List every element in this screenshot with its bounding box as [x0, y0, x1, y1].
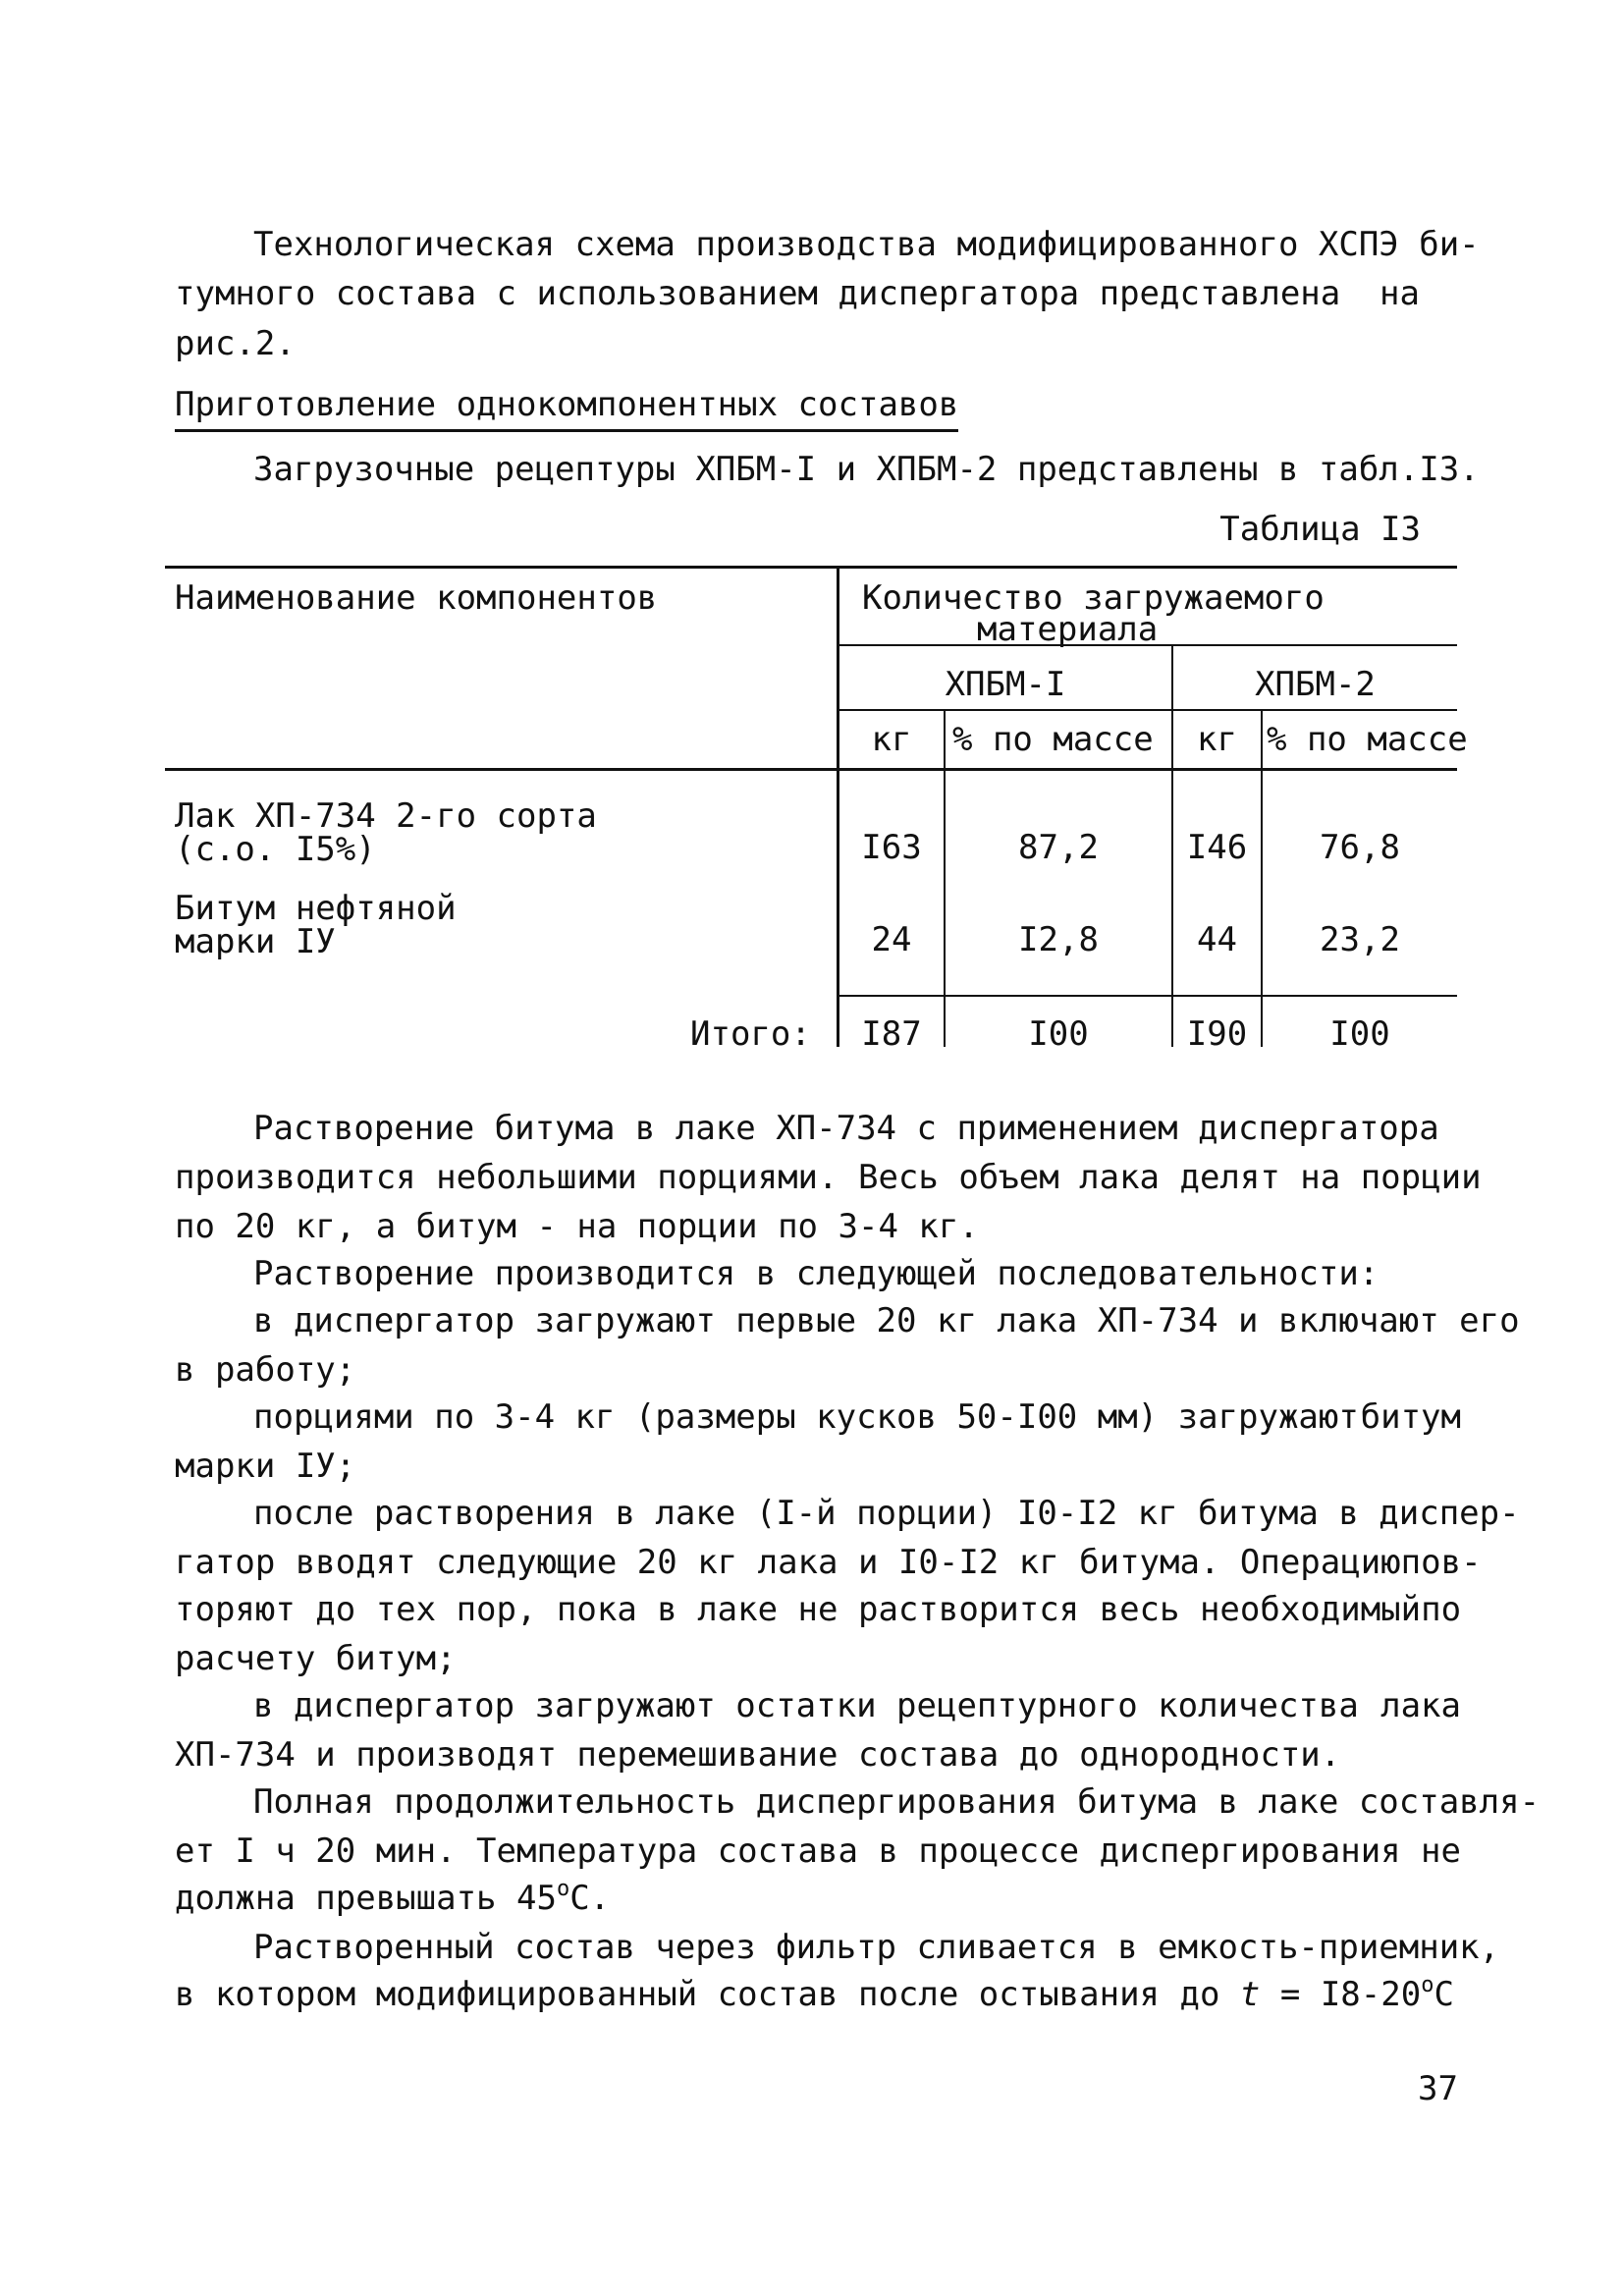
p6-line-1-text: в диспергатор загружают остатки рецептурного количества — [253, 1686, 1359, 1725]
p8-line-2 — [175, 1973, 1454, 2014]
header-quantity-line2: материала — [977, 610, 1159, 649]
table-top-rule — [165, 566, 1457, 569]
table-vline-kg2 — [1261, 709, 1263, 1047]
p6-line-1-end: лака — [1380, 1686, 1461, 1725]
p7-line-3-unit: С. — [569, 1879, 611, 1918]
intro-line-1: Технологическая схема производства модифицированного ХСПЭ би- — [253, 225, 1480, 264]
p5-line-2-text: гатор вводят следующие 20 кг лака и I0-I2 кг битума. Операцию — [175, 1543, 1401, 1582]
header-quantity-line1: Количество загружаемого — [862, 578, 1325, 618]
p5-line-4: расчету битум; — [175, 1639, 457, 1678]
p5-line-2-end: пов- — [1400, 1543, 1482, 1582]
row-1-pct-2: 76,8 — [1320, 828, 1400, 867]
degree-sign: о — [556, 1877, 570, 1901]
row-1-pct-1: 87,2 — [1018, 828, 1099, 867]
table-header-bottom-rule — [165, 768, 1457, 771]
row-1-name-line2: (с.о. I5%) — [175, 830, 376, 869]
subheader-kg-1: кг — [871, 720, 912, 759]
p6-line-1 — [253, 1686, 1461, 1725]
p3-line-1: в диспергатор загружают первые 20 кг лака ХП-734 и включают его — [253, 1301, 1520, 1340]
p1-line-1: Растворение битума в лаке ХП-734 с применением диспергатора — [253, 1109, 1439, 1148]
subheader-kg-2: кг — [1197, 720, 1237, 759]
p7-line-2 — [175, 1831, 1461, 1871]
p7-line-2-text: ет I ч 20 мин. Температура состава в процессе диспергирования — [175, 1831, 1401, 1871]
subheader-mass-pct-1: % по массе — [952, 720, 1154, 759]
p8-line-2-text: в котором модифицированный состав после остывания до — [175, 1975, 1220, 2014]
p8-line-1: Растворенный состав через фильтр сливается в емкость-приемник, — [253, 1928, 1500, 1967]
p4-line-1-text: порциями по 3-4 кг (размеры кусков 50-I00 мм) загружают — [253, 1397, 1359, 1437]
row-2-kg-1: 24 — [871, 920, 912, 959]
intro-line-2-end: на — [1380, 274, 1420, 313]
row-2-name-line2: марки IУ — [175, 922, 336, 961]
intro-line-3: рис.2. — [175, 324, 296, 363]
temperature-variable: t — [1239, 1975, 1261, 2014]
row-2-kg-2: 44 — [1197, 920, 1237, 959]
p5-line-3-end: по — [1421, 1590, 1462, 1629]
total-pct-2: I00 — [1329, 1014, 1390, 1054]
row-1-name-line1: Лак ХП-734 2-го сорта — [175, 796, 597, 836]
p7-line-3 — [175, 1877, 611, 1918]
p5-line-1: после растворения в лаке (I-й порции) I0-I2 кг битума в диспер- — [253, 1494, 1520, 1533]
table-intro: Загрузочные рецептуры ХПБМ-I и ХПБМ-2 представлены в табл.I3. — [253, 450, 1480, 489]
header-component-name: Наименование компонентов — [175, 578, 658, 618]
p1-line-2: производится небольшими порциями. Весь объем лака делят на порции — [175, 1158, 1482, 1197]
total-pct-1: I00 — [1028, 1014, 1089, 1054]
table-vline-kg1 — [944, 709, 946, 1047]
table-rule-groups — [837, 709, 1457, 711]
p4-line-2: марки IУ; — [175, 1447, 356, 1486]
p5-line-2 — [175, 1543, 1482, 1582]
intro-line-2-text: тумного состава с использованием диспергатора представлена — [175, 274, 1341, 313]
total-kg-2: I90 — [1186, 1014, 1248, 1054]
total-label: Итого: — [690, 1014, 811, 1054]
header-group-1: ХПБМ-I — [945, 665, 1066, 704]
p1-line-3: по 20 кг, а битум - на порции по 3-4 кг. — [175, 1207, 979, 1246]
p8-line-2-unit: С — [1434, 1975, 1454, 2014]
p7-line-2-end: не — [1421, 1831, 1461, 1871]
p5-line-3 — [175, 1590, 1462, 1629]
p5-line-3-text: торяют до тех пор, пока в лаке не растворится весь необходимый — [175, 1590, 1422, 1629]
page-number: 37 — [1418, 2069, 1458, 2108]
subheader-mass-pct-2: % по массе — [1267, 720, 1468, 759]
row-2-pct-2: 23,2 — [1320, 920, 1400, 959]
p6-line-2: ХП-734 и производят перемешивание состава до однородности. — [175, 1735, 1341, 1775]
p7-line-1: Полная продолжительность диспергирования битума в лаке составля- — [253, 1782, 1541, 1822]
p3-line-2: в работу; — [175, 1350, 356, 1390]
row-1-kg-2: I46 — [1186, 828, 1248, 867]
p4-line-1 — [253, 1397, 1461, 1437]
table-vline-name — [837, 568, 839, 1047]
table-total-rule — [837, 995, 1457, 997]
p2-line-1: Растворение производится в следующей последовательности: — [253, 1254, 1380, 1293]
header-group-2: ХПБМ-2 — [1255, 665, 1376, 704]
total-kg-1: I87 — [861, 1014, 922, 1054]
row-2-pct-1: I2,8 — [1018, 920, 1099, 959]
section-heading: Приготовление однокомпонентных составов — [175, 388, 958, 432]
p8-line-2-range: = I8-20 — [1279, 1975, 1422, 2014]
intro-line-2 — [175, 274, 1420, 313]
row-1-kg-1: I63 — [861, 828, 922, 867]
p4-line-1-end: битум — [1360, 1397, 1461, 1437]
row-2-name-line1: Битум нефтяной — [175, 889, 457, 928]
degree-sign-2: о — [1421, 1973, 1434, 1997]
table-caption: Таблица I3 — [1219, 510, 1421, 549]
p7-line-3-text: должна превышать 45 — [175, 1879, 557, 1918]
